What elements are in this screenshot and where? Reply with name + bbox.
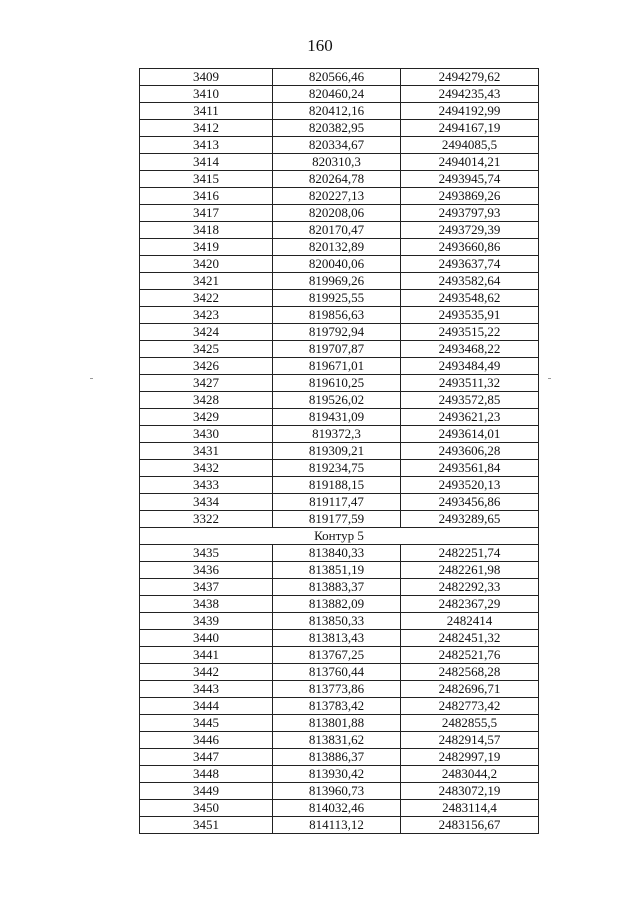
table-row: [140, 341, 539, 358]
x-coordinate-cell: 819856,63: [273, 307, 401, 324]
y-coordinate-cell: 2494279,62: [401, 69, 539, 86]
table-row: [140, 715, 539, 732]
y-coordinate-cell: 2493548,62: [401, 290, 539, 307]
y-coordinate-cell: 2482451,32: [401, 630, 539, 647]
point-number-cell: 3448: [140, 766, 273, 783]
point-number-cell: 3409: [140, 69, 273, 86]
x-coordinate-cell: 813840,33: [273, 545, 401, 562]
x-coordinate-cell: 813930,42: [273, 766, 401, 783]
y-coordinate-cell: 2493535,91: [401, 307, 539, 324]
table-row: [140, 358, 539, 375]
y-coordinate-cell: 2482414: [401, 613, 539, 630]
x-coordinate-cell: 819188,15: [273, 477, 401, 494]
y-coordinate-cell: 2493572,85: [401, 392, 539, 409]
y-coordinate-cell: 2482568,28: [401, 664, 539, 681]
point-number-cell: 3424: [140, 324, 273, 341]
x-coordinate-cell: 820334,67: [273, 137, 401, 154]
y-coordinate-cell: 2493456,86: [401, 494, 539, 511]
scan-speck: [548, 378, 551, 379]
point-number-cell: 3414: [140, 154, 273, 171]
point-number-cell: 3423: [140, 307, 273, 324]
x-coordinate-cell: 819309,21: [273, 443, 401, 460]
point-number-cell: 3413: [140, 137, 273, 154]
x-coordinate-cell: 820310,3: [273, 154, 401, 171]
point-number-cell: 3450: [140, 800, 273, 817]
x-coordinate-cell: 820040,06: [273, 256, 401, 273]
table-row: [140, 732, 539, 749]
contour-5-points: [140, 545, 539, 834]
y-coordinate-cell: 2493621,23: [401, 409, 539, 426]
point-number-cell: 3433: [140, 477, 273, 494]
table-row: [140, 222, 539, 239]
x-coordinate-cell: 820208,06: [273, 205, 401, 222]
table-row: [140, 256, 539, 273]
y-coordinate-cell: 2493468,22: [401, 341, 539, 358]
coordinates-table: [139, 68, 539, 834]
table-row: [140, 137, 539, 154]
y-coordinate-cell: 2493869,26: [401, 188, 539, 205]
point-number-cell: 3447: [140, 749, 273, 766]
point-number-cell: 3417: [140, 205, 273, 222]
table-row: [140, 392, 539, 409]
y-coordinate-cell: 2483072,19: [401, 783, 539, 800]
y-coordinate-cell: 2493484,49: [401, 358, 539, 375]
y-coordinate-cell: 2482855,5: [401, 715, 539, 732]
table-row: [140, 307, 539, 324]
y-coordinate-cell: 2483114,4: [401, 800, 539, 817]
table-row: [140, 698, 539, 715]
y-coordinate-cell: 2493660,86: [401, 239, 539, 256]
table-row: [140, 86, 539, 103]
y-coordinate-cell: 2482367,29: [401, 596, 539, 613]
y-coordinate-cell: 2482521,76: [401, 647, 539, 664]
y-coordinate-cell: 2482251,74: [401, 545, 539, 562]
point-number-cell: 3425: [140, 341, 273, 358]
table-row: [140, 511, 539, 528]
point-number-cell: 3445: [140, 715, 273, 732]
contour-4-points: [140, 69, 539, 528]
y-coordinate-cell: 2483044,2: [401, 766, 539, 783]
table-row: [140, 409, 539, 426]
x-coordinate-cell: 813767,25: [273, 647, 401, 664]
point-number-cell: 3426: [140, 358, 273, 375]
section-title: Контур 5: [140, 528, 539, 545]
table-row: [140, 596, 539, 613]
table-row: [140, 205, 539, 222]
table-row: [140, 120, 539, 137]
table-row: [140, 664, 539, 681]
y-coordinate-cell: 2493520,13: [401, 477, 539, 494]
table-row: [140, 154, 539, 171]
point-number-cell: 3416: [140, 188, 273, 205]
point-number-cell: 3436: [140, 562, 273, 579]
table-row: [140, 460, 539, 477]
point-number-cell: 3421: [140, 273, 273, 290]
point-number-cell: 3428: [140, 392, 273, 409]
y-coordinate-cell: 2482261,98: [401, 562, 539, 579]
table-row: [140, 273, 539, 290]
table-row: [140, 443, 539, 460]
point-number-cell: 3449: [140, 783, 273, 800]
y-coordinate-cell: 2493945,74: [401, 171, 539, 188]
y-coordinate-cell: 2494235,43: [401, 86, 539, 103]
point-number-cell: 3439: [140, 613, 273, 630]
x-coordinate-cell: 813813,43: [273, 630, 401, 647]
y-coordinate-cell: 2482696,71: [401, 681, 539, 698]
x-coordinate-cell: 819707,87: [273, 341, 401, 358]
point-number-cell: 3443: [140, 681, 273, 698]
x-coordinate-cell: 819372,3: [273, 426, 401, 443]
point-number-cell: 3435: [140, 545, 273, 562]
y-coordinate-cell: 2493729,39: [401, 222, 539, 239]
y-coordinate-cell: 2482914,57: [401, 732, 539, 749]
table-row: [140, 647, 539, 664]
x-coordinate-cell: 813801,88: [273, 715, 401, 732]
table-row: [140, 171, 539, 188]
x-coordinate-cell: 819610,25: [273, 375, 401, 392]
x-coordinate-cell: 819431,09: [273, 409, 401, 426]
point-number-cell: 3427: [140, 375, 273, 392]
y-coordinate-cell: 2482292,33: [401, 579, 539, 596]
point-number-cell: 3411: [140, 103, 273, 120]
x-coordinate-cell: 814032,46: [273, 800, 401, 817]
table-row: [140, 800, 539, 817]
x-coordinate-cell: 819671,01: [273, 358, 401, 375]
x-coordinate-cell: 813883,37: [273, 579, 401, 596]
x-coordinate-cell: 819792,94: [273, 324, 401, 341]
x-coordinate-cell: 813783,42: [273, 698, 401, 715]
x-coordinate-cell: 820460,24: [273, 86, 401, 103]
y-coordinate-cell: 2493561,84: [401, 460, 539, 477]
section-header: [140, 528, 539, 545]
point-number-cell: 3415: [140, 171, 273, 188]
y-coordinate-cell: 2493582,64: [401, 273, 539, 290]
table-row: [140, 817, 539, 834]
scan-speck: [90, 378, 93, 379]
x-coordinate-cell: 820170,47: [273, 222, 401, 239]
x-coordinate-cell: 813850,33: [273, 613, 401, 630]
y-coordinate-cell: 2494192,99: [401, 103, 539, 120]
x-coordinate-cell: 820264,78: [273, 171, 401, 188]
y-coordinate-cell: 2493289,65: [401, 511, 539, 528]
x-coordinate-cell: 813960,73: [273, 783, 401, 800]
x-coordinate-cell: 820227,13: [273, 188, 401, 205]
point-number-cell: 3429: [140, 409, 273, 426]
page-number: 160: [307, 36, 333, 55]
x-coordinate-cell: 819969,26: [273, 273, 401, 290]
y-coordinate-cell: 2483156,67: [401, 817, 539, 834]
point-number-cell: 3322: [140, 511, 273, 528]
x-coordinate-cell: 813831,62: [273, 732, 401, 749]
table-row: [140, 426, 539, 443]
x-coordinate-cell: 819234,75: [273, 460, 401, 477]
table-row: [140, 630, 539, 647]
y-coordinate-cell: 2493797,93: [401, 205, 539, 222]
x-coordinate-cell: 820382,95: [273, 120, 401, 137]
y-coordinate-cell: 2494167,19: [401, 120, 539, 137]
point-number-cell: 3432: [140, 460, 273, 477]
point-number-cell: 3422: [140, 290, 273, 307]
x-coordinate-cell: 819117,47: [273, 494, 401, 511]
table-row: [140, 562, 539, 579]
point-number-cell: 3431: [140, 443, 273, 460]
y-coordinate-cell: 2493606,28: [401, 443, 539, 460]
section-row: [140, 528, 539, 545]
x-coordinate-cell: 813760,44: [273, 664, 401, 681]
x-coordinate-cell: 819925,55: [273, 290, 401, 307]
point-number-cell: 3451: [140, 817, 273, 834]
x-coordinate-cell: 819526,02: [273, 392, 401, 409]
x-coordinate-cell: 814113,12: [273, 817, 401, 834]
y-coordinate-cell: 2494014,21: [401, 154, 539, 171]
point-number-cell: 3418: [140, 222, 273, 239]
table-row: [140, 545, 539, 562]
table-row: [140, 494, 539, 511]
table-row: [140, 103, 539, 120]
table-row: [140, 783, 539, 800]
y-coordinate-cell: 2493515,22: [401, 324, 539, 341]
point-number-cell: 3444: [140, 698, 273, 715]
y-coordinate-cell: 2493637,74: [401, 256, 539, 273]
point-number-cell: 3420: [140, 256, 273, 273]
point-number-cell: 3442: [140, 664, 273, 681]
point-number-cell: 3441: [140, 647, 273, 664]
x-coordinate-cell: 819177,59: [273, 511, 401, 528]
point-number-cell: 3446: [140, 732, 273, 749]
x-coordinate-cell: 813886,37: [273, 749, 401, 766]
y-coordinate-cell: 2494085,5: [401, 137, 539, 154]
y-coordinate-cell: 2482773,42: [401, 698, 539, 715]
table-row: [140, 613, 539, 630]
table-row: [140, 681, 539, 698]
point-number-cell: 3440: [140, 630, 273, 647]
x-coordinate-cell: 820566,46: [273, 69, 401, 86]
point-number-cell: 3438: [140, 596, 273, 613]
x-coordinate-cell: 813882,09: [273, 596, 401, 613]
table-row: [140, 579, 539, 596]
table-row: [140, 766, 539, 783]
x-coordinate-cell: 813773,86: [273, 681, 401, 698]
point-number-cell: 3437: [140, 579, 273, 596]
point-number-cell: 3434: [140, 494, 273, 511]
table-row: [140, 239, 539, 256]
point-number-cell: 3410: [140, 86, 273, 103]
y-coordinate-cell: 2493511,32: [401, 375, 539, 392]
table-row: [140, 375, 539, 392]
table-row: [140, 324, 539, 341]
x-coordinate-cell: 813851,19: [273, 562, 401, 579]
x-coordinate-cell: 820132,89: [273, 239, 401, 256]
table-row: [140, 69, 539, 86]
table-row: [140, 749, 539, 766]
x-coordinate-cell: 820412,16: [273, 103, 401, 120]
point-number-cell: 3419: [140, 239, 273, 256]
point-number-cell: 3412: [140, 120, 273, 137]
y-coordinate-cell: 2482997,19: [401, 749, 539, 766]
table-row: [140, 188, 539, 205]
y-coordinate-cell: 2493614,01: [401, 426, 539, 443]
point-number-cell: 3430: [140, 426, 273, 443]
table-row: [140, 477, 539, 494]
table-row: [140, 290, 539, 307]
